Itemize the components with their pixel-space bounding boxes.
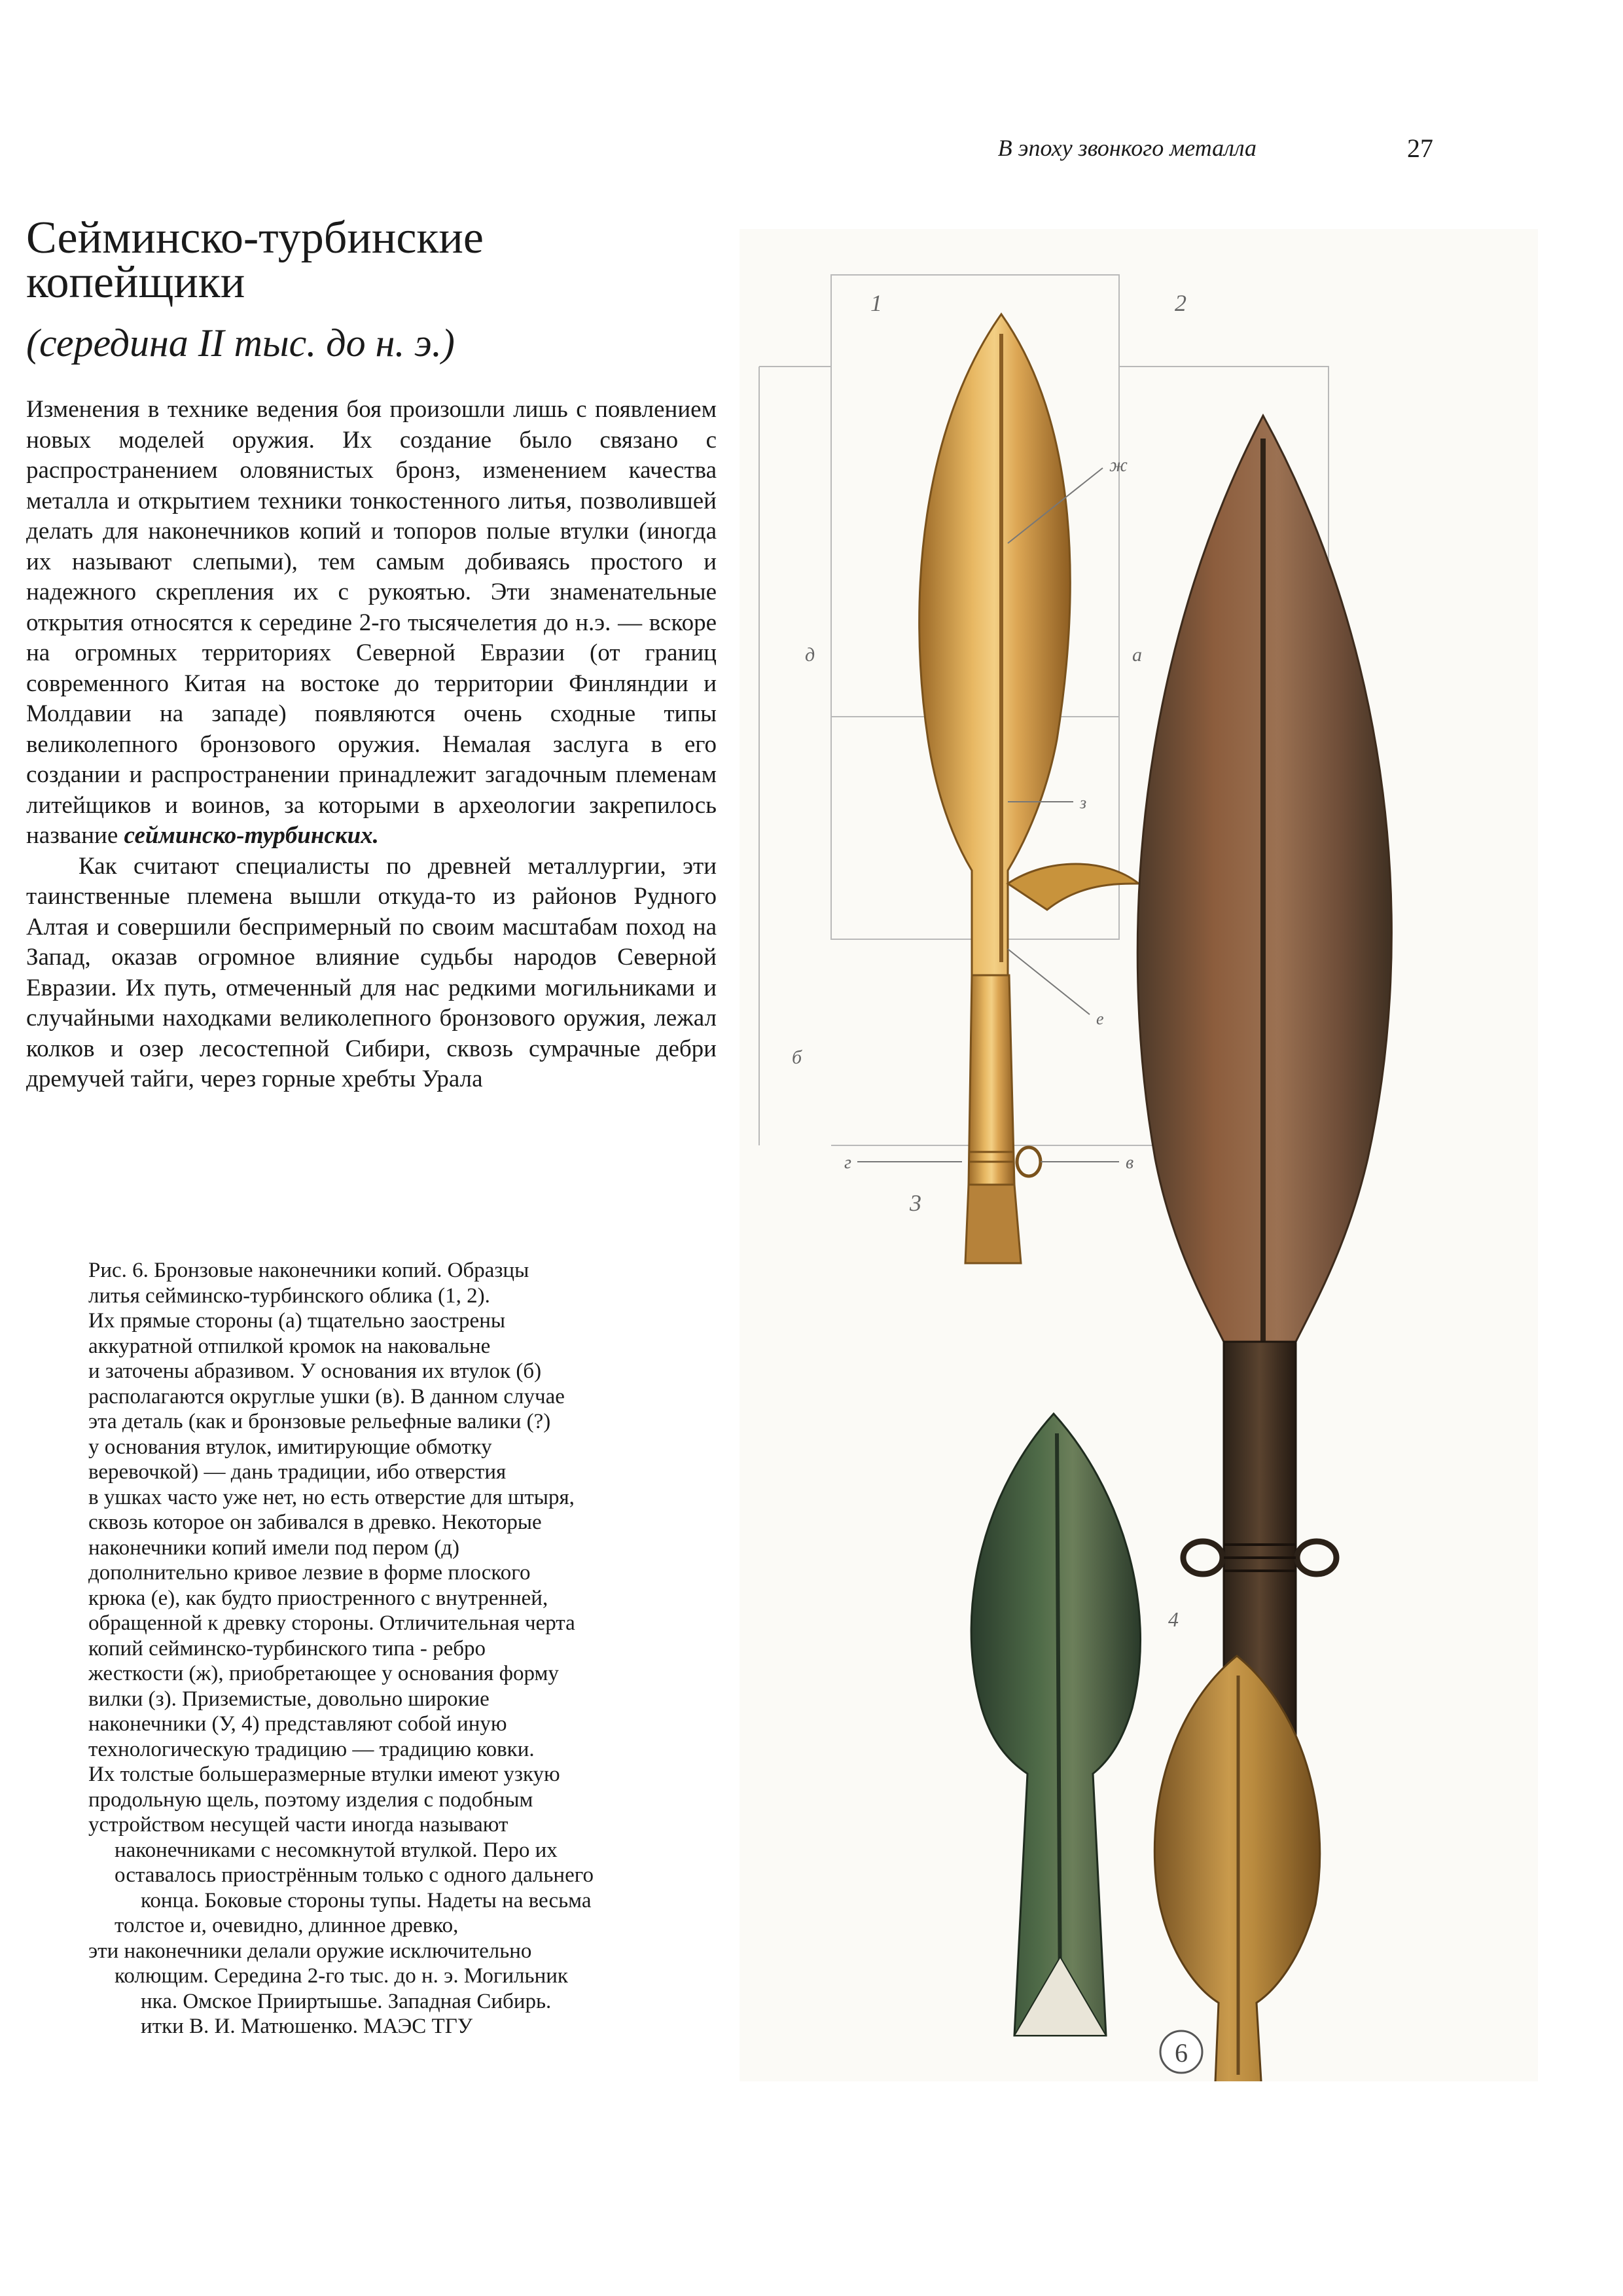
caption-line: обращенной к древку стороны. Отличительная черта <box>88 1611 575 1635</box>
spearhead-1-shaft <box>969 975 1014 1185</box>
caption-line: итки В. И. Матюшенко. МАЭС ТГУ <box>141 2015 473 2038</box>
caption-line: литья сейминско-турбинского облика (1, 2). <box>88 1283 490 1308</box>
page-number: 27 <box>1407 134 1433 163</box>
caption-line: в ушках часто уже нет, но есть отверстие для штыря, <box>88 1485 575 1509</box>
label-g: г <box>844 1153 851 1173</box>
label-v: в <box>1126 1153 1134 1173</box>
caption-line: наконечники копий имели под пером (д) <box>88 1535 459 1560</box>
plate-number-badge <box>1160 2031 1202 2073</box>
caption-line: и заточены абразивом. У основания их втулок (б) <box>88 1359 542 1383</box>
caption-line: устройством несущей части иногда называют <box>88 1813 508 1837</box>
label-e: е <box>1096 1009 1104 1028</box>
section-title <box>26 213 707 308</box>
caption-line: веревочкой) — дань традиции, ибо отверстия <box>88 1460 507 1484</box>
caption-line: располагаются округлые ушки (в). В данном случае <box>88 1384 565 1408</box>
running-head-title: В эпоху звонкого металла <box>997 135 1257 161</box>
title-line-2: копейщики <box>26 257 245 308</box>
figure-spearheads <box>740 229 1538 2081</box>
paragraph-2: Как считают специалисты по древней металлургии, эти таинственные племена вышли откуда-то из районов Рудного Алтая и совершили беспримерный по своим масштабам поход на Запад, оказав огромное влияние судьбы народов Северной Евразии. Их путь, отмеченный для нас редкими могильниками и случайными находками великолепного бронзового оружия, лежал колков и озер лесостепной Сибири, сквозь сумрачные дебри дремучей тайги, через горные хребты Урала <box>26 852 717 1092</box>
term-seyma-turbino: сейминско-турбинских. <box>124 822 379 849</box>
label-a: а <box>1132 644 1142 666</box>
caption-line: эти наконечники делали оружие исключительно <box>88 1939 532 1963</box>
caption-line: конца. Боковые стороны тупы. Надеты на весьма <box>141 1888 592 1912</box>
caption-line: толстое и, очевидно, длинное древко, <box>115 1914 459 1937</box>
caption-line: оставалось приострённым только с одного дальнего <box>115 1863 594 1887</box>
caption-line: у основания втулок, имитирующие обмотку <box>88 1435 492 1459</box>
section-subtitle: (середина II тыс. до н. э.) <box>26 321 455 365</box>
figure-caption <box>88 1258 651 2039</box>
label-3: 3 <box>910 1190 921 1216</box>
caption-line: жесткости (ж), приобретающее у основания форму <box>88 1662 559 1685</box>
caption-line: продольную щель, поэтому изделия с подобным <box>88 1787 533 1812</box>
label-4: 4 <box>1168 1607 1179 1631</box>
caption-line: копий сейминско-турбинского типа - ребро <box>88 1636 486 1660</box>
caption-line: технологическую традицию — традицию ковки. <box>88 1737 535 1761</box>
label-zh: ж <box>1109 454 1128 476</box>
caption-line: крюка (е), как будто приостренного с внутренней, <box>88 1586 548 1610</box>
caption-line: Их прямые стороны (а) тщательно заострены <box>88 1309 506 1333</box>
label-1: 1 <box>870 290 882 316</box>
label-2: 2 <box>1175 290 1186 316</box>
title-line-1: Сейминско-турбинские <box>26 213 484 263</box>
caption-line: Их толстые большеразмерные втулки имеют узкую <box>88 1763 560 1786</box>
paragraph-1 <box>26 395 717 852</box>
paragraph-1-text: Изменения в технике ведения боя произошли лишь с появлением новых моделей оружия. Их создание было связано с распространением оловянистых бронз, изменением качества металла и открытием техники тонкостенного литья, позволившей делать для наконечников копий и топоров полые втулки (иногда их называют слепыми), тем самым добиваясь простого и надежного скрепления их с рукоятью. Эти знаменательные открытия относятся к середине 2-го тысячелетия до н.э. — вскоре на огромных территориях Северной Евразии (от границ современного Китая на востоке до территории Финляндии и Молдавии на западе) появляются очень сходные типы великолепного бронзового оружия. Немалая заслуга в его создании и распространении принадлежит загадочным племенам литейщиков и воинов, за которыми в археологии закрепилось название <box>26 396 717 849</box>
caption-line: нка. Омское Прииртышье. Западная Сибирь. <box>141 1989 552 2013</box>
body-text <box>26 395 717 1095</box>
caption-line: дополнительно кривое лезвие в форме плоского <box>88 1561 531 1585</box>
caption-line: наконечниками с несомкнутой втулкой. Перо их <box>115 1838 558 1862</box>
caption-line: сквозь которое он забивался в древко. Некоторые <box>88 1511 542 1534</box>
caption-line: эта деталь (как и бронзовые рельефные валики (?) <box>88 1410 551 1433</box>
caption-line: вилки (з). Приземистые, довольно широкие <box>88 1687 490 1711</box>
caption-line: наконечники (У, 4) представляют собой иную <box>88 1712 507 1736</box>
spearhead-1-socket <box>965 1185 1021 1263</box>
label-d: д <box>805 644 815 666</box>
caption-line: колющим. Середина 2-го тыс. до н. э. Могильник <box>115 1964 568 1988</box>
caption-line: аккуратной отпилкой кромок на наковальне <box>88 1334 491 1358</box>
label-b: б <box>792 1047 802 1068</box>
plate-background <box>740 229 1538 2081</box>
plate-number: 6 <box>1175 2038 1188 2068</box>
caption-line: Рис. 6. Бронзовые наконечники копий. Образцы <box>88 1259 529 1282</box>
label-z: з <box>1080 793 1087 812</box>
